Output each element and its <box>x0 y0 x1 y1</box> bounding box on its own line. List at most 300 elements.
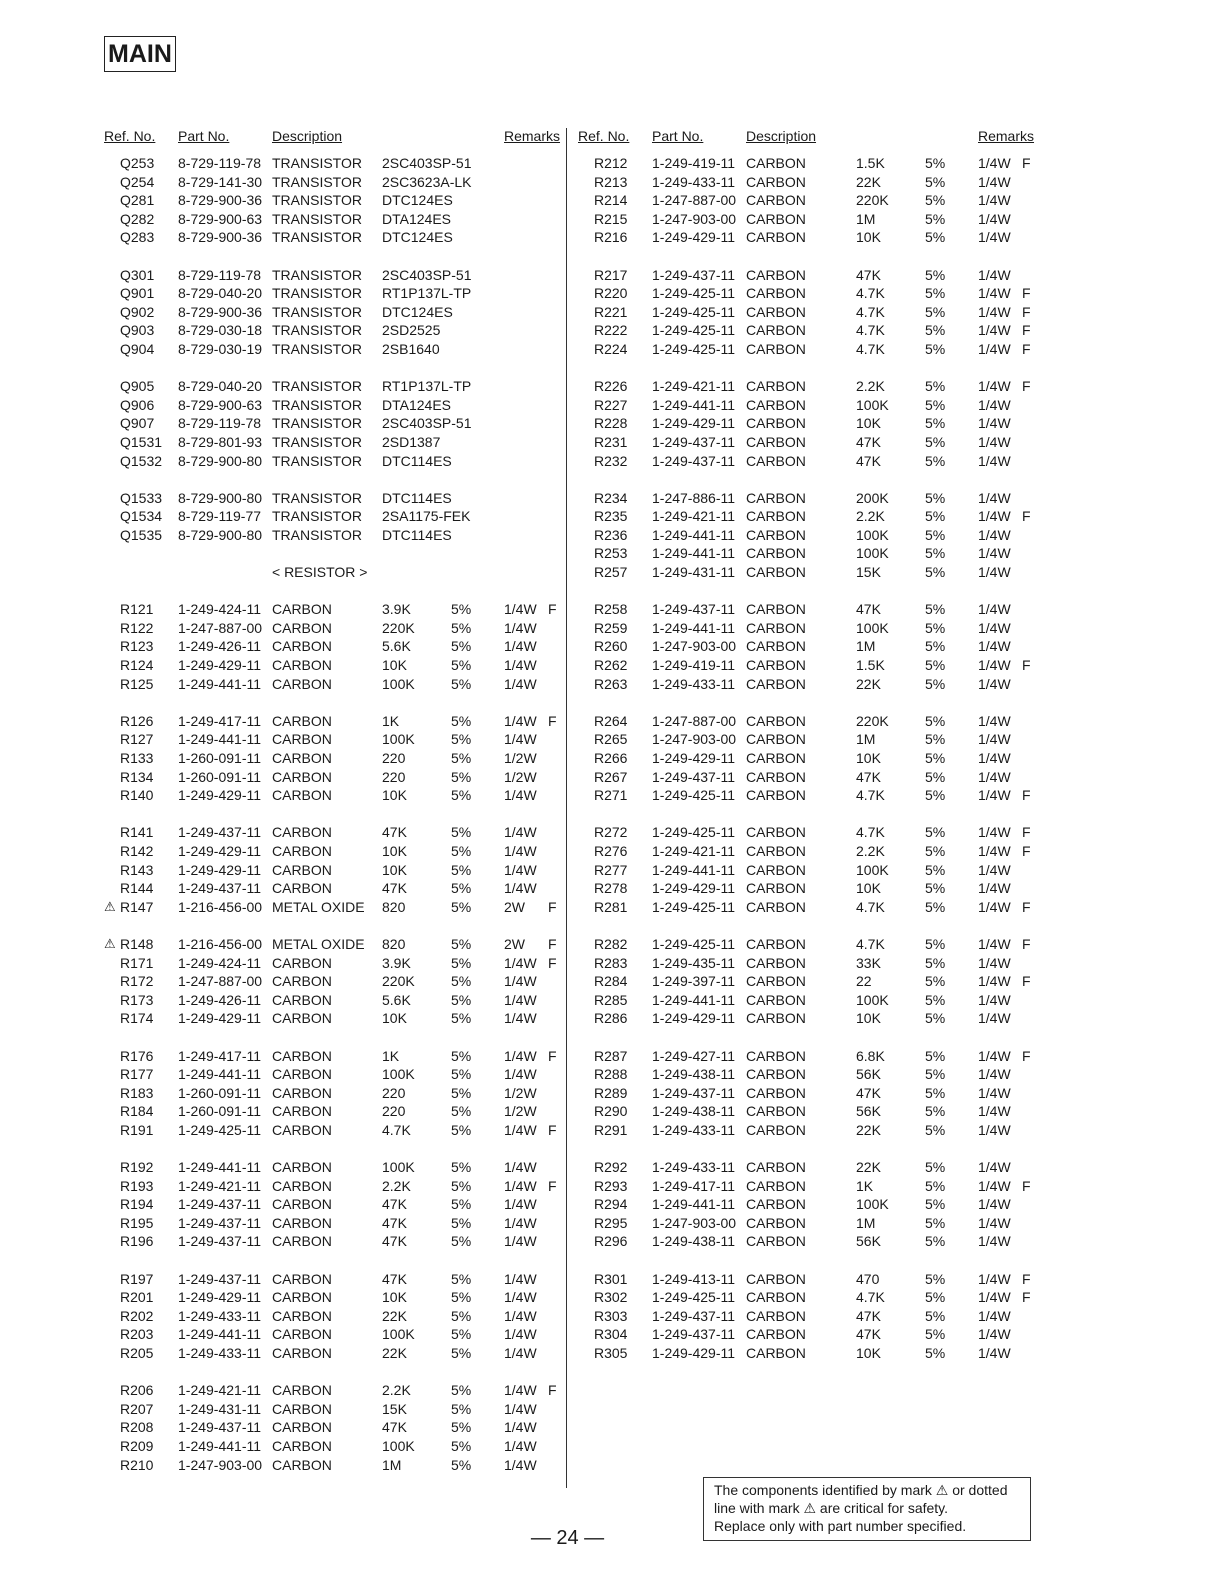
cell-desc: TRANSISTOR <box>272 192 362 209</box>
table-row <box>578 508 1038 527</box>
cell-ref: R194 <box>120 1196 154 1213</box>
cell-ref: R302 <box>594 1289 628 1306</box>
table-row <box>104 1103 564 1122</box>
cell-val: 10K <box>382 1010 407 1027</box>
cell-watt: 1/4W <box>978 1047 1011 1064</box>
cell-ref: R140 <box>120 787 154 804</box>
cell-tol: 5% <box>925 1047 946 1064</box>
cell-desc: CARBON <box>746 657 806 674</box>
cell-ref: R227 <box>594 396 628 413</box>
cell-part: 1-249-425-11 <box>652 322 736 339</box>
cell-tol: 5% <box>925 657 946 674</box>
cell-watt: 1/4W <box>978 192 1011 209</box>
header-remarks: Remarks <box>978 128 1035 144</box>
cell-watt: 2W <box>504 935 525 952</box>
cell-ref: R142 <box>120 842 154 859</box>
cell-part: 1-249-437-11 <box>178 824 262 841</box>
table-row <box>104 285 564 304</box>
table-row <box>578 490 1038 509</box>
cell-tol: 5% <box>925 1326 946 1343</box>
cell-tol: 5% <box>925 452 946 469</box>
cell-desc: CARBON <box>746 1214 806 1231</box>
cell-ref: Q903 <box>120 322 155 339</box>
cell-val: 1M <box>856 210 876 227</box>
row-spacer <box>104 471 564 490</box>
cell-tol: 5% <box>925 973 946 990</box>
cell-desc: CARBON <box>746 824 806 841</box>
cell-desc: CARBON <box>272 1177 332 1194</box>
cell-val: 1K <box>856 1177 874 1194</box>
header-remarks: Remarks <box>504 128 561 144</box>
cell-ref: R264 <box>594 712 628 729</box>
cell-val: 10K <box>382 787 407 804</box>
cell-watt: 1/4W <box>978 1103 1011 1120</box>
table-row <box>104 880 564 899</box>
cell-tol: 5% <box>925 192 946 209</box>
table-row <box>104 824 564 843</box>
table-row <box>104 1215 564 1234</box>
cell-watt: 1/4W <box>978 1084 1011 1101</box>
table-row <box>578 1271 1038 1290</box>
cell-ref: R208 <box>120 1419 154 1436</box>
cell-part: 1-249-441-11 <box>178 1159 262 1176</box>
table-row <box>578 322 1038 341</box>
cell-tol: 5% <box>925 842 946 859</box>
cell-ref: R133 <box>120 750 154 766</box>
cell-part: 1-249-429-11 <box>178 842 262 859</box>
cell-val: DTC124ES <box>382 192 453 209</box>
table-row <box>104 322 564 341</box>
cell-desc: CARBON <box>272 880 332 897</box>
cell-desc: CARBON <box>746 155 806 171</box>
cell-watt: 1/4W <box>978 266 1011 283</box>
cell-desc: CARBON <box>272 750 332 766</box>
cell-desc: TRANSISTOR <box>272 396 362 413</box>
row-spacer <box>578 806 1038 825</box>
cell-tol: 5% <box>925 1196 946 1213</box>
cell-part: 1-249-437-11 <box>178 1233 262 1250</box>
table-row <box>104 1382 564 1401</box>
parts-column-left <box>104 128 564 1473</box>
cell-watt: 1/4W <box>978 285 1011 302</box>
cell-watt: 1/4W <box>978 508 1011 525</box>
table-row <box>104 174 564 193</box>
cell-desc: CARBON <box>746 1066 806 1083</box>
cell-part: 1-249-437-11 <box>652 768 736 785</box>
cell-desc: CARBON <box>746 1103 806 1120</box>
cell-watt: 1/4W <box>978 378 1011 395</box>
cell-val: 100K <box>382 1066 415 1083</box>
table-row <box>104 1178 564 1197</box>
cell-val: 10K <box>382 1289 407 1306</box>
cell-part: 1-247-887-00 <box>652 712 737 729</box>
cell-desc: CARBON <box>272 824 332 841</box>
cell-mark: F <box>548 898 557 915</box>
header-ref-no: Ref. No. <box>104 128 156 144</box>
cell-ref: R121 <box>120 601 154 618</box>
cell-tol: 5% <box>925 340 946 357</box>
cell-watt: 1/4W <box>504 601 537 618</box>
cell-watt: 1/4W <box>504 657 537 674</box>
section-heading <box>104 564 564 583</box>
cell-ref: R294 <box>594 1196 628 1213</box>
cell-ref: R214 <box>594 192 628 209</box>
cell-watt: 1/4W <box>504 824 537 841</box>
row-spacer <box>578 1252 1038 1271</box>
cell-part: 1-249-429-11 <box>178 861 262 878</box>
cell-val: 100K <box>382 1159 415 1176</box>
cell-val: 5.6K <box>382 991 411 1008</box>
cell-watt: 1/4W <box>504 1326 537 1343</box>
safety-note-line: line with mark ⚠ are critical for safety. <box>714 1500 949 1516</box>
cell-part: 1-249-429-11 <box>178 1010 262 1027</box>
cell-tol: 5% <box>925 396 946 413</box>
cell-ref: R228 <box>594 415 628 432</box>
cell-ref: Q1535 <box>120 526 163 543</box>
cell-desc: CARBON <box>272 638 332 655</box>
cell-val: 2SB1640 <box>382 340 440 357</box>
cell-tol: 5% <box>451 1233 472 1250</box>
cell-desc: CARBON <box>272 1066 332 1083</box>
table-row <box>578 601 1038 620</box>
cell-watt: 1/4W <box>504 1345 537 1361</box>
cell-desc: CARBON <box>746 266 806 283</box>
cell-watt: 1/4W <box>504 675 537 692</box>
table-row <box>578 731 1038 750</box>
cell-part: 1-249-433-11 <box>652 1121 736 1138</box>
cell-ref: R272 <box>594 824 628 841</box>
cell-val: 1.5K <box>856 155 885 171</box>
cell-mark: F <box>1022 303 1031 320</box>
cell-desc: CARBON <box>746 880 806 897</box>
table-row <box>578 1085 1038 1104</box>
cell-part: 8-729-040-20 <box>178 378 263 395</box>
table-row <box>578 824 1038 843</box>
cell-ref: Q283 <box>120 229 155 246</box>
cell-desc: CARBON <box>746 1177 806 1194</box>
cell-ref: R305 <box>594 1345 628 1361</box>
cell-part: 1-249-424-11 <box>178 601 262 618</box>
table-row <box>104 490 564 509</box>
parts-list-right <box>578 155 1038 1364</box>
cell-part: 1-249-429-11 <box>178 787 262 804</box>
cell-val: 1M <box>856 731 876 748</box>
table-row <box>578 304 1038 323</box>
cell-desc: CARBON <box>272 657 332 674</box>
cell-watt: 1/4W <box>978 452 1011 469</box>
cell-watt: 1/4W <box>978 619 1011 636</box>
row-spacer <box>104 360 564 379</box>
cell-watt: 1/4W <box>978 880 1011 897</box>
cell-watt: 1/4W <box>504 1419 537 1436</box>
cell-val: DTC124ES <box>382 303 453 320</box>
cell-part: 1-249-441-11 <box>178 731 262 748</box>
row-spacer <box>104 694 564 713</box>
cell-val: 220K <box>856 712 889 729</box>
cell-tol: 5% <box>451 787 472 804</box>
cell-tol: 5% <box>925 1289 946 1306</box>
cell-val: 2SD2525 <box>382 322 441 339</box>
cell-ref: R224 <box>594 340 628 357</box>
safety-note-line: The components identified by mark ⚠ or dotted <box>714 1482 1008 1498</box>
cell-watt: 1/4W <box>978 898 1011 915</box>
cell-ref: R176 <box>120 1047 154 1064</box>
cell-mark: F <box>548 1047 557 1064</box>
cell-watt: 1/4W <box>504 1214 537 1231</box>
cell-val: 1.5K <box>856 657 885 674</box>
row-spacer <box>578 360 1038 379</box>
cell-part: 8-729-900-36 <box>178 192 263 209</box>
cell-desc: CARBON <box>746 192 806 209</box>
cell-val: DTA124ES <box>382 210 451 227</box>
cell-desc: TRANSISTOR <box>272 415 362 432</box>
cell-val: 47K <box>382 1270 407 1287</box>
cell-tol: 5% <box>451 898 472 915</box>
cell-ref: Q1533 <box>120 489 163 506</box>
cell-watt: 1/4W <box>978 1345 1011 1361</box>
cell-desc: CARBON <box>272 1047 332 1064</box>
cell-watt: 1/4W <box>978 1121 1011 1138</box>
cell-tol: 5% <box>451 1066 472 1083</box>
page-number: — 24 — <box>530 1527 605 1549</box>
table-row <box>578 787 1038 806</box>
cell-val: 3.9K <box>382 601 411 618</box>
cell-val: 6.8K <box>856 1047 885 1064</box>
cell-mark: F <box>1022 973 1031 990</box>
cell-tol: 5% <box>451 1103 472 1120</box>
cell-desc: CARBON <box>272 1289 332 1306</box>
cell-ref: Q907 <box>120 415 155 432</box>
cell-ref: R221 <box>594 303 628 320</box>
cell-ref: R184 <box>120 1103 154 1120</box>
cell-val: 10K <box>856 750 881 766</box>
cell-val: DTC114ES <box>382 452 452 469</box>
cell-part: 1-249-429-11 <box>652 880 736 897</box>
cell-ref: R236 <box>594 526 628 543</box>
cell-tol: 5% <box>451 824 472 841</box>
cell-tol: 5% <box>925 508 946 525</box>
cell-desc: METAL OXIDE <box>272 935 365 952</box>
cell-part: 1-249-441-11 <box>652 1196 736 1213</box>
cell-ref: R287 <box>594 1047 628 1064</box>
table-row <box>104 620 564 639</box>
cell-part: 1-260-091-11 <box>178 768 262 785</box>
cell-part: 1-249-425-11 <box>652 787 736 804</box>
cell-watt: 1/4W <box>978 415 1011 432</box>
cell-ref: R205 <box>120 1345 154 1361</box>
cell-watt: 1/4W <box>978 433 1011 450</box>
cell-tol: 5% <box>451 880 472 897</box>
cell-tol: 5% <box>451 1121 472 1138</box>
cell-desc: CARBON <box>746 731 806 748</box>
cell-desc: CARBON <box>746 1289 806 1306</box>
cell-part: 1-249-441-11 <box>178 675 262 692</box>
cell-desc: CARBON <box>746 508 806 525</box>
cell-desc: TRANSISTOR <box>272 285 362 302</box>
cell-val: 15K <box>856 564 881 581</box>
cell-val: 15K <box>382 1400 407 1417</box>
cell-part: 8-729-900-80 <box>178 489 263 506</box>
cell-ref: R296 <box>594 1233 628 1250</box>
cell-val: 47K <box>856 768 881 785</box>
cell-tol: 5% <box>451 1159 472 1176</box>
cell-tol: 5% <box>451 935 472 952</box>
cell-tol: 5% <box>451 657 472 674</box>
cell-part: 1-249-433-11 <box>652 675 736 692</box>
cell-part: 1-249-441-11 <box>652 545 736 562</box>
cell-val: 2SC403SP-51 <box>382 415 472 432</box>
header-part-no: Part No. <box>178 128 230 144</box>
table-row <box>104 955 564 974</box>
cell-part: 1-249-425-11 <box>652 285 736 302</box>
cell-watt: 1/4W <box>978 1307 1011 1324</box>
cell-part: 1-249-437-11 <box>652 1326 736 1343</box>
cell-watt: 1/4W <box>504 1177 537 1194</box>
cell-ref: R134 <box>120 768 154 785</box>
table-row <box>578 676 1038 695</box>
cell-tol: 5% <box>451 1289 472 1306</box>
cell-part: 1-249-433-11 <box>652 1159 736 1176</box>
cell-desc: TRANSISTOR <box>272 508 362 525</box>
table-row <box>104 229 564 248</box>
cell-desc: TRANSISTOR <box>272 340 362 357</box>
cell-desc: CARBON <box>746 340 806 357</box>
cell-ref: R291 <box>594 1121 628 1138</box>
row-spacer <box>104 1029 564 1048</box>
cell-ref: Q901 <box>120 285 155 302</box>
table-row <box>104 341 564 360</box>
row-spacer <box>104 545 564 564</box>
cell-mark: F <box>1022 1289 1031 1306</box>
cell-watt: 1/4W <box>978 861 1011 878</box>
cell-watt: 1/4W <box>504 1289 537 1306</box>
table-row <box>104 750 564 769</box>
cell-part: 1-249-435-11 <box>652 954 736 971</box>
cell-desc: CARBON <box>746 229 806 246</box>
cell-ref: R122 <box>120 619 154 636</box>
cell-val: 100K <box>382 1326 415 1343</box>
cell-ref: R148 <box>120 935 154 952</box>
cell-mark: F <box>1022 322 1031 339</box>
cell-ref: R258 <box>594 601 628 618</box>
cell-watt: 1/4W <box>504 954 537 971</box>
row-spacer <box>104 1364 564 1383</box>
cell-val: 1M <box>856 638 876 655</box>
cell-part: 1-249-441-11 <box>652 619 736 636</box>
cell-desc: CARBON <box>272 768 332 785</box>
cell-ref: R171 <box>120 954 154 971</box>
table-row <box>578 192 1038 211</box>
table-row <box>578 1345 1038 1364</box>
cell-tol: 5% <box>925 433 946 450</box>
cell-part: 1-260-091-11 <box>178 750 262 766</box>
cell-part: 1-249-426-11 <box>178 638 262 655</box>
cell-val: 100K <box>856 396 889 413</box>
cell-watt: 1/4W <box>978 1289 1011 1306</box>
cell-ref: R257 <box>594 564 628 581</box>
table-row <box>578 657 1038 676</box>
table-row <box>104 843 564 862</box>
cell-ref: R210 <box>120 1456 154 1473</box>
cell-desc: CARBON <box>272 1233 332 1250</box>
cell-desc: TRANSISTOR <box>272 526 362 543</box>
cell-desc: CARBON <box>272 1121 332 1138</box>
table-row <box>578 1048 1038 1067</box>
cell-desc: CARBON <box>746 1307 806 1324</box>
column-divider <box>566 128 567 1488</box>
cell-part: 1-249-433-11 <box>178 1307 262 1324</box>
cell-ref: R206 <box>120 1382 154 1399</box>
cell-watt: 1/4W <box>978 991 1011 1008</box>
cell-part: 1-249-429-11 <box>652 1010 736 1027</box>
cell-val: 2.2K <box>382 1382 411 1399</box>
cell-desc: METAL OXIDE <box>272 898 365 915</box>
cell-desc: TRANSISTOR <box>272 266 362 283</box>
cell-val: 10K <box>382 861 407 878</box>
cell-desc: CARBON <box>746 991 806 1008</box>
table-row <box>104 787 564 806</box>
cell-desc: CARBON <box>272 1345 332 1361</box>
cell-part: 1-247-887-00 <box>178 619 263 636</box>
table-row <box>578 397 1038 416</box>
cell-part: 1-249-397-11 <box>652 973 736 990</box>
cell-val: 2SC3623A-LK <box>382 173 472 190</box>
cell-part: 1-249-429-11 <box>178 657 262 674</box>
row-spacer <box>104 1140 564 1159</box>
cell-part: 1-249-441-11 <box>652 991 736 1008</box>
cell-ref: R213 <box>594 173 628 190</box>
cell-desc: CARBON <box>746 285 806 302</box>
column-header <box>104 128 564 148</box>
cell-part: 1-249-429-11 <box>652 750 736 766</box>
cell-desc: CARBON <box>746 1010 806 1027</box>
cell-part: 1-249-429-11 <box>652 229 736 246</box>
cell-part: 1-249-437-11 <box>652 452 736 469</box>
cell-part: 8-729-119-78 <box>178 155 262 171</box>
cell-desc: CARBON <box>746 861 806 878</box>
cell-val: 4.7K <box>382 1121 411 1138</box>
cell-watt: 1/4W <box>978 1270 1011 1287</box>
cell-watt: 1/4W <box>978 303 1011 320</box>
cell-part: 8-729-030-18 <box>178 322 263 339</box>
cell-watt: 1/4W <box>504 1159 537 1176</box>
cell-val: 220 <box>382 1103 406 1120</box>
table-row <box>578 378 1038 397</box>
cell-val: 22K <box>382 1307 407 1324</box>
cell-val: 220K <box>382 619 415 636</box>
cell-watt: 1/4W <box>504 1121 537 1138</box>
cell-desc: CARBON <box>746 1159 806 1176</box>
cell-ref: R143 <box>120 861 154 878</box>
cell-tol: 5% <box>925 750 946 766</box>
row-spacer <box>104 1252 564 1271</box>
cell-ref: Q1532 <box>120 452 163 469</box>
cell-tol: 5% <box>925 229 946 246</box>
cell-ref: R173 <box>120 991 154 1008</box>
cell-ref: R172 <box>120 973 154 990</box>
cell-tol: 5% <box>925 1121 946 1138</box>
cell-part: 1-249-441-11 <box>652 861 736 878</box>
cell-part: 1-247-903-00 <box>652 1214 737 1231</box>
cell-val: 100K <box>856 545 889 562</box>
cell-val: 2SA1175-FEK <box>382 508 471 525</box>
cell-tol: 5% <box>925 1177 946 1194</box>
cell-watt: 1/4W <box>978 824 1011 841</box>
cell-ref: R267 <box>594 768 628 785</box>
table-row <box>104 638 564 657</box>
cell-ref: R124 <box>120 657 154 674</box>
cell-desc: CARBON <box>272 1196 332 1213</box>
